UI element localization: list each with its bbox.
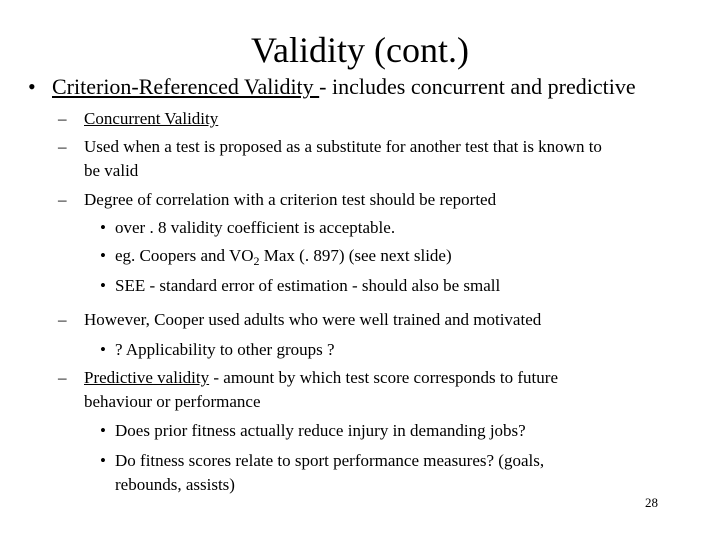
dash-marker: – — [58, 190, 67, 209]
sub-bullet-degree-of-correlation: Degree of correlation with a criterion test should be reported — [84, 190, 497, 209]
sub-bullet-predictive-validity-line2: behaviour or performance — [84, 392, 261, 411]
coopers-example-text-end: Max (. 897) (see next slide) — [259, 246, 452, 265]
bullet-marker: • — [100, 340, 106, 359]
dash-marker: – — [58, 109, 67, 128]
bullet-marker: • — [100, 218, 106, 237]
predictive-validity-label: Predictive validity — [84, 368, 210, 387]
dash-marker: – — [58, 310, 67, 329]
dash-marker: – — [58, 137, 67, 156]
sub-bullet-however-cooper: However, Cooper used adults who were well trained and motivated — [84, 310, 542, 329]
page-number: 28 — [645, 495, 658, 510]
slide-title: Validity (cont.) — [251, 30, 469, 70]
bullet-marker: • — [100, 421, 106, 440]
item-applicability: ? Applicability to other groups ? — [115, 340, 335, 359]
bullet-marker: • — [100, 276, 106, 295]
item-prior-fitness: Does prior fitness actually reduce injury in demanding jobs? — [115, 421, 526, 440]
sub-bullet-used-when-line1: Used when a test is proposed as a substitute for another test that is known to — [84, 137, 602, 156]
bullet-marker: • — [100, 246, 106, 265]
sub-bullet-predictive-validity — [84, 367, 558, 389]
item-coopers-example — [115, 245, 452, 267]
predictive-validity-text: - amount by which test score corresponds to future — [209, 368, 558, 387]
item-fitness-scores-line2: rebounds, assists) — [115, 475, 235, 494]
item-fitness-scores-line1: Do fitness scores relate to sport performance measures? (goals, — [115, 451, 545, 470]
bullet-criterion-referenced — [52, 74, 636, 100]
criterion-referenced-label: Criterion-Referenced Validity — [52, 74, 320, 99]
sub-bullet-concurrent-validity — [84, 108, 218, 130]
coopers-example-text: eg. Coopers and VO — [115, 246, 254, 265]
item-validity-coefficient: over . 8 validity coefficient is acceptable. — [115, 218, 396, 237]
dash-marker: – — [58, 368, 67, 387]
sub-bullet-used-when-line2: be valid — [84, 161, 139, 180]
criterion-referenced-text: - includes concurrent and predictive — [319, 74, 636, 99]
vo2-subscript: 2 — [253, 254, 260, 268]
bullet-marker: • — [100, 451, 106, 470]
concurrent-validity-label: Concurrent Validity — [84, 109, 219, 128]
bullet-marker: • — [28, 74, 36, 99]
item-standard-error: SEE - standard error of estimation - should also be small — [115, 276, 501, 295]
